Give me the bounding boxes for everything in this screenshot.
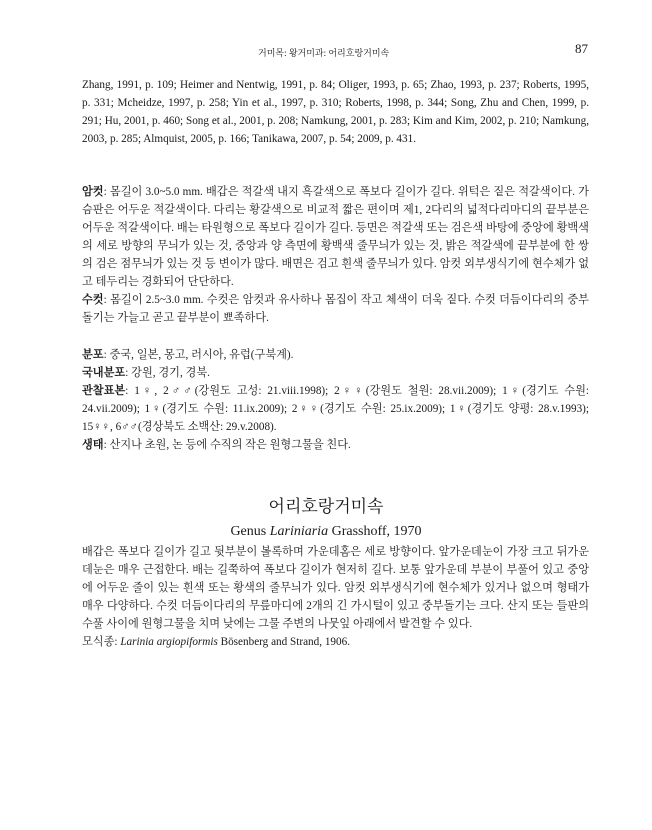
running-head: 거미목: 왕거미과: 어리호랑거미속 [258,48,390,58]
distribution-line [82,346,589,364]
korea-distribution-text: : 강원, 경기, 경북. [125,367,210,379]
genus-korean-title: 어리호랑거미속 [268,497,384,516]
distribution-section [82,346,589,454]
genus-latin-name: Lariniaria [269,524,329,539]
distribution-text: : 중국, 일본, 몽고, 러시아, 유럽(구북계). [103,349,294,361]
genus-latin-title [0,522,652,542]
genus-description-section [82,543,589,651]
description-section [82,183,589,327]
female-description [82,183,589,291]
female-label: 암컷 [82,186,104,198]
distribution-label: 분포 [82,349,104,361]
male-text: : 몸길이 2.5~3.0 mm. 수컷은 암컷과 유사하나 몸집이 작고 체색이 더욱 짙다. 수컷 더듬이다리의 중부돌기는 가늘고 곧고 끝부분이 뾰족하다. [82,294,589,324]
references-paragraph [82,76,589,148]
korea-distribution-label: 국내분포 [82,367,126,379]
male-description [82,291,589,327]
ecology-line [82,436,589,454]
type-species-author: Bösenberg and Strand, 1906. [217,636,350,648]
genus-description: 배갑은 폭보다 길이가 길고 뒷부분이 볼록하며 가운데홈은 세로 방향이다. 앞가운데눈이 가장 크고 뒤가운데눈은 매우 근접한다. 배는 길쭉하여 폭보다 길이가 현저히 길다. 보통 앞가운데 부분이 부풀어 있고 중앙에 어두운 줄이 있는 흰색 또는 황색의 줄무늬가 있다. 암컷 외부생식기에 현수체가 있거나 없으며 형태가 매우 다양하다. 수컷 더듬이다리의 무릎마디에 2개의 긴 가시털이 있고 중부돌기는 크다. 산지 또는 들판의 수풀 사이에 원형그물을 치며 낮에는 그물 주변의 나뭇잎 아래에서 발견할 수 있다. [82,546,589,630]
type-species-line [82,633,589,651]
references-text: Zhang, 1991, p. 109; Heimer and Nentwig, 1991, p. 84; Oliger, 1993, p. 65; Zhao, 1993, p. 237; Roberts, 1995, p. 331; Mcheidze, 1997, p. 258; Yin et al., 1997, p. 310; Roberts, 1998, p. 344; Song, Zhu and Chen, 1999, p. 291; Hu, 2001, p. 460; Song et al., 2001, p. 208; Namkung, 2001, p. 283; Kim and Kim, 2002, p. 210; Namkung, 2003, p. 285; Almquist, 2005, p. 166; Tanikawa, 2007, p. 54; 2009, p. 431. [82,79,589,145]
male-label: 수컷 [82,294,104,306]
type-species-name: Larinia argiopiformis [120,636,218,648]
korea-distribution-line [82,364,589,382]
genus-prefix: Genus [230,524,270,539]
genus-heading [0,495,652,542]
page-header [0,40,652,60]
page-number: 87 [575,41,588,56]
female-text: : 몸길이 3.0~5.0 mm. 배갑은 적갈색 내지 흑갈색으로 폭보다 길이가 길다. 위턱은 짙은 적갈색이다. 가슴판은 어두운 적갈색이다. 다리는 황갈색으로 비교적 짧은 편이며 제1, 2다리의 넓적다리마디의 끝부분은 어두운 적갈색이다. 배는 타원형으로 폭보다 길이가 길다. 등면은 적갈색 또는 검은색 바탕에 중앙에 황백색의 세로 방향의 무늬가 있는 것, 중앙과 양 측면에 황백색 줄무늬가 있는 것, 밝은 적갈색에 끝부분에 한 쌍의 검은 점무늬가 있는 것 등 변이가 많다. 배면은 검고 흰색 줄무늬가 있다. 암컷 외부생식기에 현수체가 없고 테두리는 경화되어 단단하다. [82,186,589,288]
specimens-line [82,382,589,436]
type-species-label: 모식종: [82,636,121,648]
genus-author: Grasshoff, 1970 [328,524,422,539]
specimens-text: : 1♀, 2♂♂(강원도 고성: 21.viii.1998); 2♀♀(강원도 철원: 28.vii.2009); 1♀(경기도 수원: 24.vii.2009); 1♀(경기도 수원: 11.ix.2009); 2♀♀(경기도 수원: 25.ix.2009); 1♀(경기도 양평: 28.v.1993); 15♀♀, 6♂♂(경상북도 소백산: 29.v.2008). [82,385,589,433]
specimens-label: 관찰표본 [82,385,126,397]
ecology-text: : 산지나 초원, 논 등에 수직의 작은 원형그물을 친다. [103,439,351,451]
ecology-label: 생태 [82,439,104,451]
